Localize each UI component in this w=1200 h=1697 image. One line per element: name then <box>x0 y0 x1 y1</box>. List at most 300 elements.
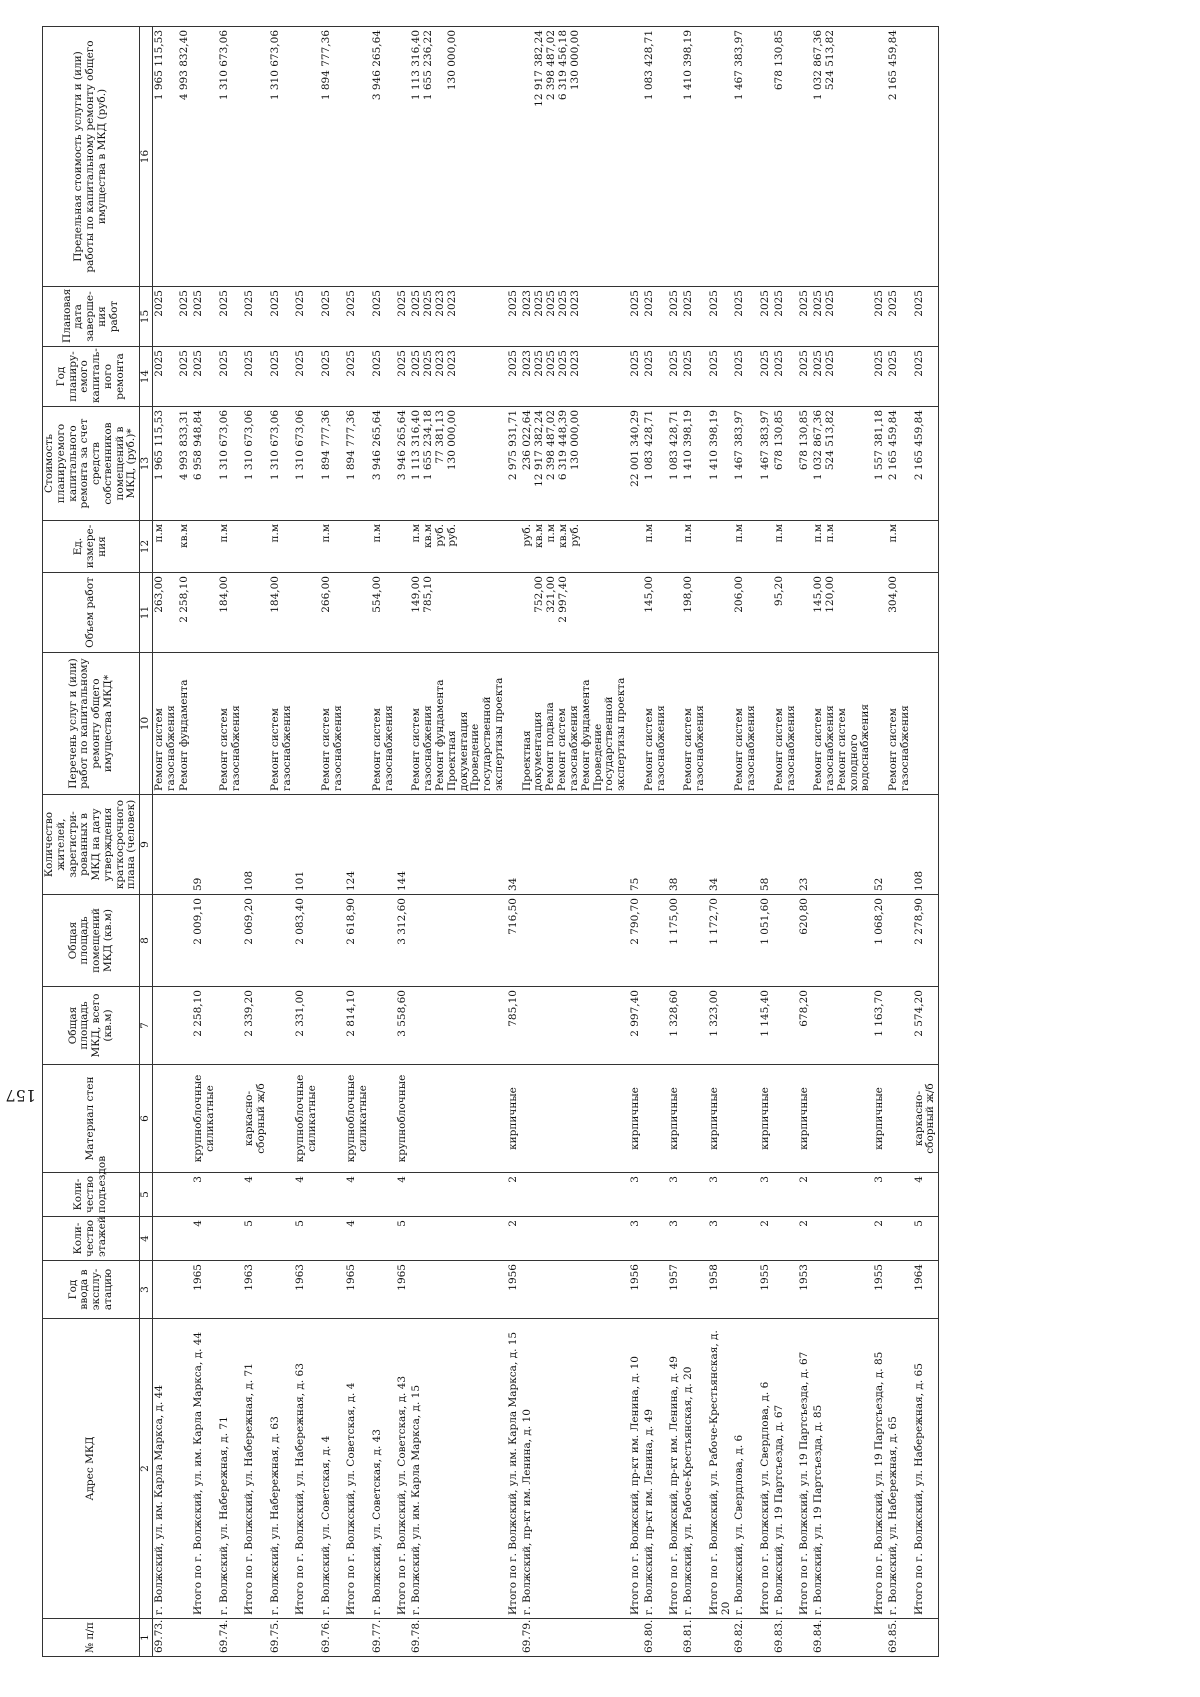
unit-cell <box>812 521 873 573</box>
repair-year-cell-line: 2025 <box>396 350 409 377</box>
wall-material-cell: кирпичные <box>507 1065 521 1173</box>
cost-cell <box>192 407 218 521</box>
column-number: 8 <box>140 895 153 987</box>
address-cell: г. Волжский, ул. 19 Партсъезда, д. 67 <box>773 1319 799 1619</box>
entrances-cell: 4 <box>345 1173 371 1217</box>
entrances-cell <box>178 1173 192 1217</box>
premises-area-cell: 1 068,20 <box>873 895 887 987</box>
column-number: 1 <box>140 1619 153 1657</box>
cost-cell <box>178 407 192 521</box>
row-number: 69.76. <box>320 1619 346 1657</box>
table-row <box>873 27 887 1657</box>
volume-cell-line: 263,00 <box>152 576 165 613</box>
residents-cell <box>733 795 759 895</box>
works-cell <box>294 653 320 795</box>
limit-cost-cell <box>759 27 773 287</box>
unit-cell-line <box>799 524 811 569</box>
finish-date-cell <box>178 287 192 347</box>
column-header: Коли-чество подъездов <box>43 1173 140 1217</box>
column-header: Коли-чество этажей <box>43 1217 140 1261</box>
finish-date-cell <box>243 287 269 347</box>
total-area-cell <box>152 987 178 1065</box>
repair-year-cell-line: 2025 <box>772 350 785 377</box>
repair-year-cell <box>294 347 320 407</box>
floors-cell <box>887 1217 913 1261</box>
unit-cell <box>345 521 371 573</box>
cost-cell-line: 1 310 673,06 <box>243 410 256 481</box>
finish-date-cell <box>152 287 178 347</box>
works-cell-line <box>244 656 256 791</box>
total-area-cell: 1 328,60 <box>668 987 682 1065</box>
works-cell-line: Ремонт систем газоснабжения <box>319 705 344 791</box>
cost-cell <box>507 407 521 521</box>
limit-cost-cell-line <box>914 30 926 283</box>
unit-cell-line <box>760 524 772 569</box>
repair-year-cell <box>773 347 799 407</box>
floors-cell <box>269 1217 295 1261</box>
floors-cell: 5 <box>913 1217 939 1261</box>
works-cell <box>521 653 629 795</box>
total-area-cell: 2 574,20 <box>913 987 939 1065</box>
floors-cell: 4 <box>345 1217 371 1261</box>
total-area-cell <box>178 987 192 1065</box>
residents-cell <box>773 795 799 895</box>
premises-area-cell: 2 009,10 <box>192 895 218 987</box>
works-cell-line: Ремонт систем газоснабжения <box>812 705 836 791</box>
row-number <box>345 1619 371 1657</box>
repair-year-cell-line: 2025 <box>873 350 885 377</box>
repair-year-cell <box>192 347 218 407</box>
works-cell-line <box>508 656 520 791</box>
row-number <box>759 1619 773 1657</box>
unit-cell-line: п.м <box>152 524 165 543</box>
wall-material-cell <box>269 1065 295 1173</box>
volume-cell-line: 198,00 <box>682 576 695 613</box>
unit-cell-line: руб. <box>434 524 447 547</box>
volume-cell-line: 95,20 <box>772 576 785 607</box>
floors-cell <box>733 1217 759 1261</box>
year-built-cell: 1955 <box>759 1261 773 1319</box>
cost-cell <box>269 407 295 521</box>
page-number: 157 <box>5 1086 36 1105</box>
cost-cell-line: 1 113 316,40 <box>410 410 423 481</box>
finish-date-cell-line: 2025 <box>668 290 681 317</box>
column-number: 2 <box>140 1319 153 1619</box>
entrances-cell: 2 <box>507 1173 521 1217</box>
unit-cell <box>178 521 192 573</box>
finish-date-cell-line: 2025 <box>178 290 191 317</box>
cost-cell <box>410 407 506 521</box>
total-area-cell <box>643 987 669 1065</box>
row-number <box>178 1619 192 1657</box>
volume-cell-line: 206,00 <box>733 576 746 613</box>
column-number: 10 <box>140 653 153 795</box>
residents-cell: 34 <box>708 795 734 895</box>
volume-cell <box>294 573 320 653</box>
floors-cell: 3 <box>668 1217 682 1261</box>
column-number: 5 <box>140 1173 153 1217</box>
total-area-cell <box>320 987 346 1065</box>
works-cell-line <box>799 656 811 791</box>
unit-cell-line: п.м <box>887 524 899 543</box>
entrances-cell <box>152 1173 178 1217</box>
limit-cost-cell-line <box>193 30 205 283</box>
unit-cell <box>507 521 521 573</box>
row-number <box>192 1619 218 1657</box>
premises-area-cell <box>733 895 759 987</box>
entrances-cell: 4 <box>913 1173 939 1217</box>
entrances-cell <box>218 1173 244 1217</box>
repair-year-cell <box>759 347 773 407</box>
limit-cost-cell-line: 1 032 867,36 <box>812 30 825 101</box>
limit-cost-cell <box>345 27 371 287</box>
year-built-cell: 1958 <box>708 1261 734 1319</box>
premises-area-cell: 1 175,00 <box>668 895 682 987</box>
unit-cell <box>269 521 295 573</box>
total-area-cell <box>218 987 244 1065</box>
finish-date-cell-line: 2025 <box>642 290 655 317</box>
volume-cell-line: 120,00 <box>824 576 837 613</box>
works-cell <box>269 653 295 795</box>
finish-date-cell <box>682 287 708 347</box>
volume-cell <box>243 573 269 653</box>
works-cell-line: Ремонт фундамента <box>579 679 592 791</box>
repair-year-cell-line: 2025 <box>243 350 256 377</box>
volume-cell <box>643 573 669 653</box>
wall-material-cell <box>733 1065 759 1173</box>
cost-cell <box>243 407 269 521</box>
premises-area-cell <box>887 895 913 987</box>
repair-year-cell-line: 2025 <box>733 350 746 377</box>
volume-cell <box>913 573 939 653</box>
finish-date-cell-line: 2025 <box>798 290 811 317</box>
limit-cost-cell-line <box>874 30 886 283</box>
address-cell: Итого по г. Волжский, пр-кт им. Ленина, д. 10 <box>629 1319 643 1619</box>
volume-cell <box>733 573 759 653</box>
table-row <box>629 27 643 1657</box>
total-area-cell: 2 258,10 <box>192 987 218 1065</box>
floors-cell: 2 <box>507 1217 521 1261</box>
cost-cell <box>521 407 629 521</box>
finish-date-cell <box>812 287 873 347</box>
floors-cell <box>682 1217 708 1261</box>
table-row <box>320 27 346 1657</box>
entrances-cell <box>812 1173 873 1217</box>
works-cell-line <box>874 656 886 791</box>
address-cell: г. Волжский, ул. Советская, д. 4 <box>320 1319 346 1619</box>
repair-year-cell-line: 2025 <box>682 350 695 377</box>
repair-year-cell-line: 2025 <box>798 350 811 377</box>
total-area-cell: 785,10 <box>507 987 521 1065</box>
unit-cell <box>410 521 506 573</box>
wall-material-cell <box>152 1065 178 1173</box>
column-header: Количество жителей, зарегистри-рованных в МКД на дату утверждения краткосрочного плана (человек) <box>43 795 140 895</box>
row-number: 69.84. <box>812 1619 873 1657</box>
residents-cell: 59 <box>192 795 218 895</box>
volume-cell-line <box>669 576 681 649</box>
cost-cell-line: 1 894 777,36 <box>319 410 332 481</box>
address-cell <box>178 1319 192 1619</box>
volume-cell-line <box>435 576 447 649</box>
year-built-cell <box>773 1261 799 1319</box>
cost-cell-line: 22 001 340,29 <box>628 410 641 487</box>
repair-plan-table <box>42 26 939 1657</box>
unit-cell-line: п.м <box>642 524 655 543</box>
column-number: 6 <box>140 1065 153 1173</box>
repair-year-cell <box>668 347 682 407</box>
total-area-cell <box>812 987 873 1065</box>
finish-date-cell <box>733 287 759 347</box>
column-number: 12 <box>140 521 153 573</box>
volume-cell <box>192 573 218 653</box>
finish-date-cell-line: 2025 <box>243 290 256 317</box>
address-cell: Итого по г. Волжский, ул. Набережная, д. 63 <box>294 1319 320 1619</box>
address-cell: Итого по г. Волжский, ул. Свердлова, д. 6 <box>759 1319 773 1619</box>
row-number: 69.82. <box>733 1619 759 1657</box>
cost-cell <box>773 407 799 521</box>
address-cell: Итого по г. Волжский, ул. Советская, д. 43 <box>396 1319 410 1619</box>
table-header <box>43 27 153 1657</box>
total-area-cell <box>733 987 759 1065</box>
column-number: 16 <box>140 27 153 287</box>
finish-date-cell-line: 2025 <box>824 290 837 317</box>
unit-cell-line: п.м <box>370 524 383 543</box>
volume-cell-line <box>295 576 307 649</box>
repair-year-cell <box>521 347 629 407</box>
year-built-cell <box>371 1261 397 1319</box>
floors-cell <box>521 1217 629 1261</box>
table-row <box>887 27 913 1657</box>
table-row <box>507 27 521 1657</box>
year-built-cell <box>643 1261 669 1319</box>
works-cell <box>507 653 521 795</box>
total-area-cell: 678,20 <box>798 987 812 1065</box>
volume-cell <box>759 573 773 653</box>
entrances-cell: 4 <box>243 1173 269 1217</box>
works-cell-line: Ремонт систем газоснабжения <box>268 705 293 791</box>
entrances-cell: 3 <box>873 1173 887 1217</box>
volume-cell-line: 184,00 <box>268 576 281 613</box>
unit-cell <box>192 521 218 573</box>
year-built-cell <box>178 1261 192 1319</box>
floors-cell: 5 <box>396 1217 410 1261</box>
finish-date-cell <box>913 287 939 347</box>
residents-cell: 23 <box>798 795 812 895</box>
residents-cell: 38 <box>668 795 682 895</box>
premises-area-cell: 2 069,20 <box>243 895 269 987</box>
entrances-cell: 3 <box>668 1173 682 1217</box>
repair-year-cell <box>507 347 521 407</box>
column-number: 4 <box>140 1217 153 1261</box>
limit-cost-cell <box>629 27 643 287</box>
table-row <box>521 27 629 1657</box>
entrances-cell <box>371 1173 397 1217</box>
volume-cell-line <box>508 576 520 649</box>
limit-cost-cell <box>218 27 244 287</box>
volume-cell-line: 145,00 <box>642 576 655 613</box>
limit-cost-cell <box>668 27 682 287</box>
row-number <box>708 1619 734 1657</box>
floors-cell <box>410 1217 506 1261</box>
row-number <box>294 1619 320 1657</box>
total-area-cell <box>371 987 397 1065</box>
finish-date-cell-line: 2025 <box>396 290 409 317</box>
table-row <box>773 27 799 1657</box>
limit-cost-cell <box>521 27 629 287</box>
works-cell-line <box>630 656 642 791</box>
cost-cell <box>759 407 773 521</box>
cost-cell <box>218 407 244 521</box>
repair-year-cell-line: 2025 <box>556 350 569 377</box>
cost-cell-line: 77 381,13 <box>434 410 447 464</box>
wall-material-cell <box>410 1065 506 1173</box>
finish-date-cell-line: 2025 <box>733 290 746 317</box>
volume-cell <box>708 573 734 653</box>
finish-date-cell <box>218 287 244 347</box>
volume-cell-line: 304,00 <box>887 576 899 613</box>
residents-cell: 124 <box>345 795 371 895</box>
row-number: 69.85. <box>887 1619 913 1657</box>
address-cell: г. Волжский, ул. 19 Партсъезда, д. 85 <box>812 1319 873 1619</box>
premises-area-cell: 2 618,90 <box>345 895 371 987</box>
cost-cell-line: 6 319 448,39 <box>556 410 569 481</box>
cost-cell-line: 1 894 777,36 <box>345 410 358 481</box>
limit-cost-cell-line: 678 130,85 <box>772 30 785 91</box>
column-header: Материал стен <box>43 1065 140 1173</box>
premises-area-cell <box>410 895 506 987</box>
cost-cell-line: 1 467 383,97 <box>733 410 746 481</box>
finish-date-cell <box>521 287 629 347</box>
volume-cell-line <box>244 576 256 649</box>
table-row <box>708 27 734 1657</box>
repair-year-cell <box>152 347 178 407</box>
floors-cell <box>773 1217 799 1261</box>
row-number <box>668 1619 682 1657</box>
limit-cost-cell <box>178 27 192 287</box>
repair-year-cell-line: 2025 <box>912 350 925 377</box>
finish-date-cell <box>396 287 410 347</box>
entrances-cell: 4 <box>294 1173 320 1217</box>
finish-date-cell <box>773 287 799 347</box>
premises-area-cell: 2 278,90 <box>913 895 939 987</box>
limit-cost-cell-line <box>397 30 409 283</box>
floors-cell <box>178 1217 192 1261</box>
cost-cell <box>668 407 682 521</box>
limit-cost-cell-line: 12 917 382,24 <box>532 30 545 107</box>
unit-cell <box>733 521 759 573</box>
wall-material-cell: кирпичные <box>798 1065 812 1173</box>
unit-cell-line: кв.м <box>178 524 191 548</box>
unit-cell-line: руб. <box>568 524 581 547</box>
repair-year-cell <box>243 347 269 407</box>
column-number: 9 <box>140 795 153 895</box>
column-number: 13 <box>140 407 153 521</box>
repair-year-cell <box>913 347 939 407</box>
finish-date-cell-line: 2025 <box>410 290 423 317</box>
finish-date-cell-line: 2025 <box>422 290 435 317</box>
works-cell-line: Ремонт фундамента <box>433 679 446 791</box>
table-row <box>192 27 218 1657</box>
cost-cell-line: 2 975 931,71 <box>506 410 519 481</box>
residents-cell: 101 <box>294 795 320 895</box>
limit-cost-cell <box>733 27 759 287</box>
finish-date-cell-line: 2023 <box>434 290 447 317</box>
finish-date-cell-line: 2025 <box>707 290 720 317</box>
repair-year-cell-line: 2023 <box>520 350 533 377</box>
works-cell <box>643 653 669 795</box>
volume-cell <box>345 573 371 653</box>
entrances-cell: 4 <box>396 1173 410 1217</box>
repair-year-cell-line: 2025 <box>345 350 358 377</box>
entrances-cell <box>269 1173 295 1217</box>
unit-cell-line <box>346 524 358 569</box>
finish-date-cell-line: 2025 <box>682 290 695 317</box>
repair-year-cell <box>269 347 295 407</box>
year-built-cell <box>812 1261 873 1319</box>
repair-year-cell-line: 2025 <box>628 350 641 377</box>
volume-cell <box>629 573 643 653</box>
limit-cost-cell <box>913 27 939 287</box>
works-cell-line: Проектная документация <box>445 711 470 791</box>
entrances-cell: 3 <box>708 1173 734 1217</box>
table-row <box>668 27 682 1657</box>
repair-year-cell <box>410 347 506 407</box>
repair-year-cell <box>873 347 887 407</box>
year-built-cell <box>521 1261 629 1319</box>
premises-area-cell: 1 051,60 <box>759 895 773 987</box>
floors-cell: 5 <box>294 1217 320 1261</box>
cost-cell <box>887 407 913 521</box>
premises-area-cell: 620,80 <box>798 895 812 987</box>
floors-cell <box>371 1217 397 1261</box>
limit-cost-cell <box>507 27 521 287</box>
unit-cell-line: п.м <box>733 524 746 543</box>
finish-date-cell <box>629 287 643 347</box>
limit-cost-cell <box>682 27 708 287</box>
unit-cell <box>708 521 734 573</box>
premises-area-cell <box>152 895 178 987</box>
total-area-cell: 1 163,70 <box>873 987 887 1065</box>
column-header: Общая площадь помещений МКД (кв.м) <box>43 895 140 987</box>
repair-year-cell <box>320 347 346 407</box>
residents-cell: 58 <box>759 795 773 895</box>
floors-cell: 5 <box>243 1217 269 1261</box>
cost-cell-line: 2 398 487,02 <box>544 410 557 481</box>
limit-cost-cell <box>798 27 812 287</box>
works-cell-line: Проведение государственной экспертизы проекта <box>591 677 627 791</box>
column-number: 3 <box>140 1261 153 1319</box>
repair-year-cell <box>178 347 192 407</box>
residents-cell <box>521 795 629 895</box>
total-area-cell <box>773 987 799 1065</box>
table-row <box>178 27 192 1657</box>
total-area-cell <box>887 987 913 1065</box>
floors-cell: 2 <box>873 1217 887 1261</box>
row-number <box>913 1619 939 1657</box>
address-cell: г. Волжский, ул. Набережная, д. 65 <box>887 1319 913 1619</box>
finish-date-cell-line: 2023 <box>568 290 581 317</box>
cost-cell-line: 678 130,85 <box>772 410 785 471</box>
volume-cell-line <box>570 576 582 649</box>
row-number: 69.78. <box>410 1619 506 1657</box>
limit-cost-cell-line <box>508 30 520 283</box>
repair-year-cell <box>629 347 643 407</box>
wall-material-cell: крупноблочные силикатные <box>192 1065 218 1173</box>
cost-cell-line: 130 000,00 <box>568 410 581 471</box>
unit-cell-line: п.м <box>410 524 423 543</box>
works-cell-line <box>914 656 926 791</box>
row-number: 69.79. <box>521 1619 629 1657</box>
